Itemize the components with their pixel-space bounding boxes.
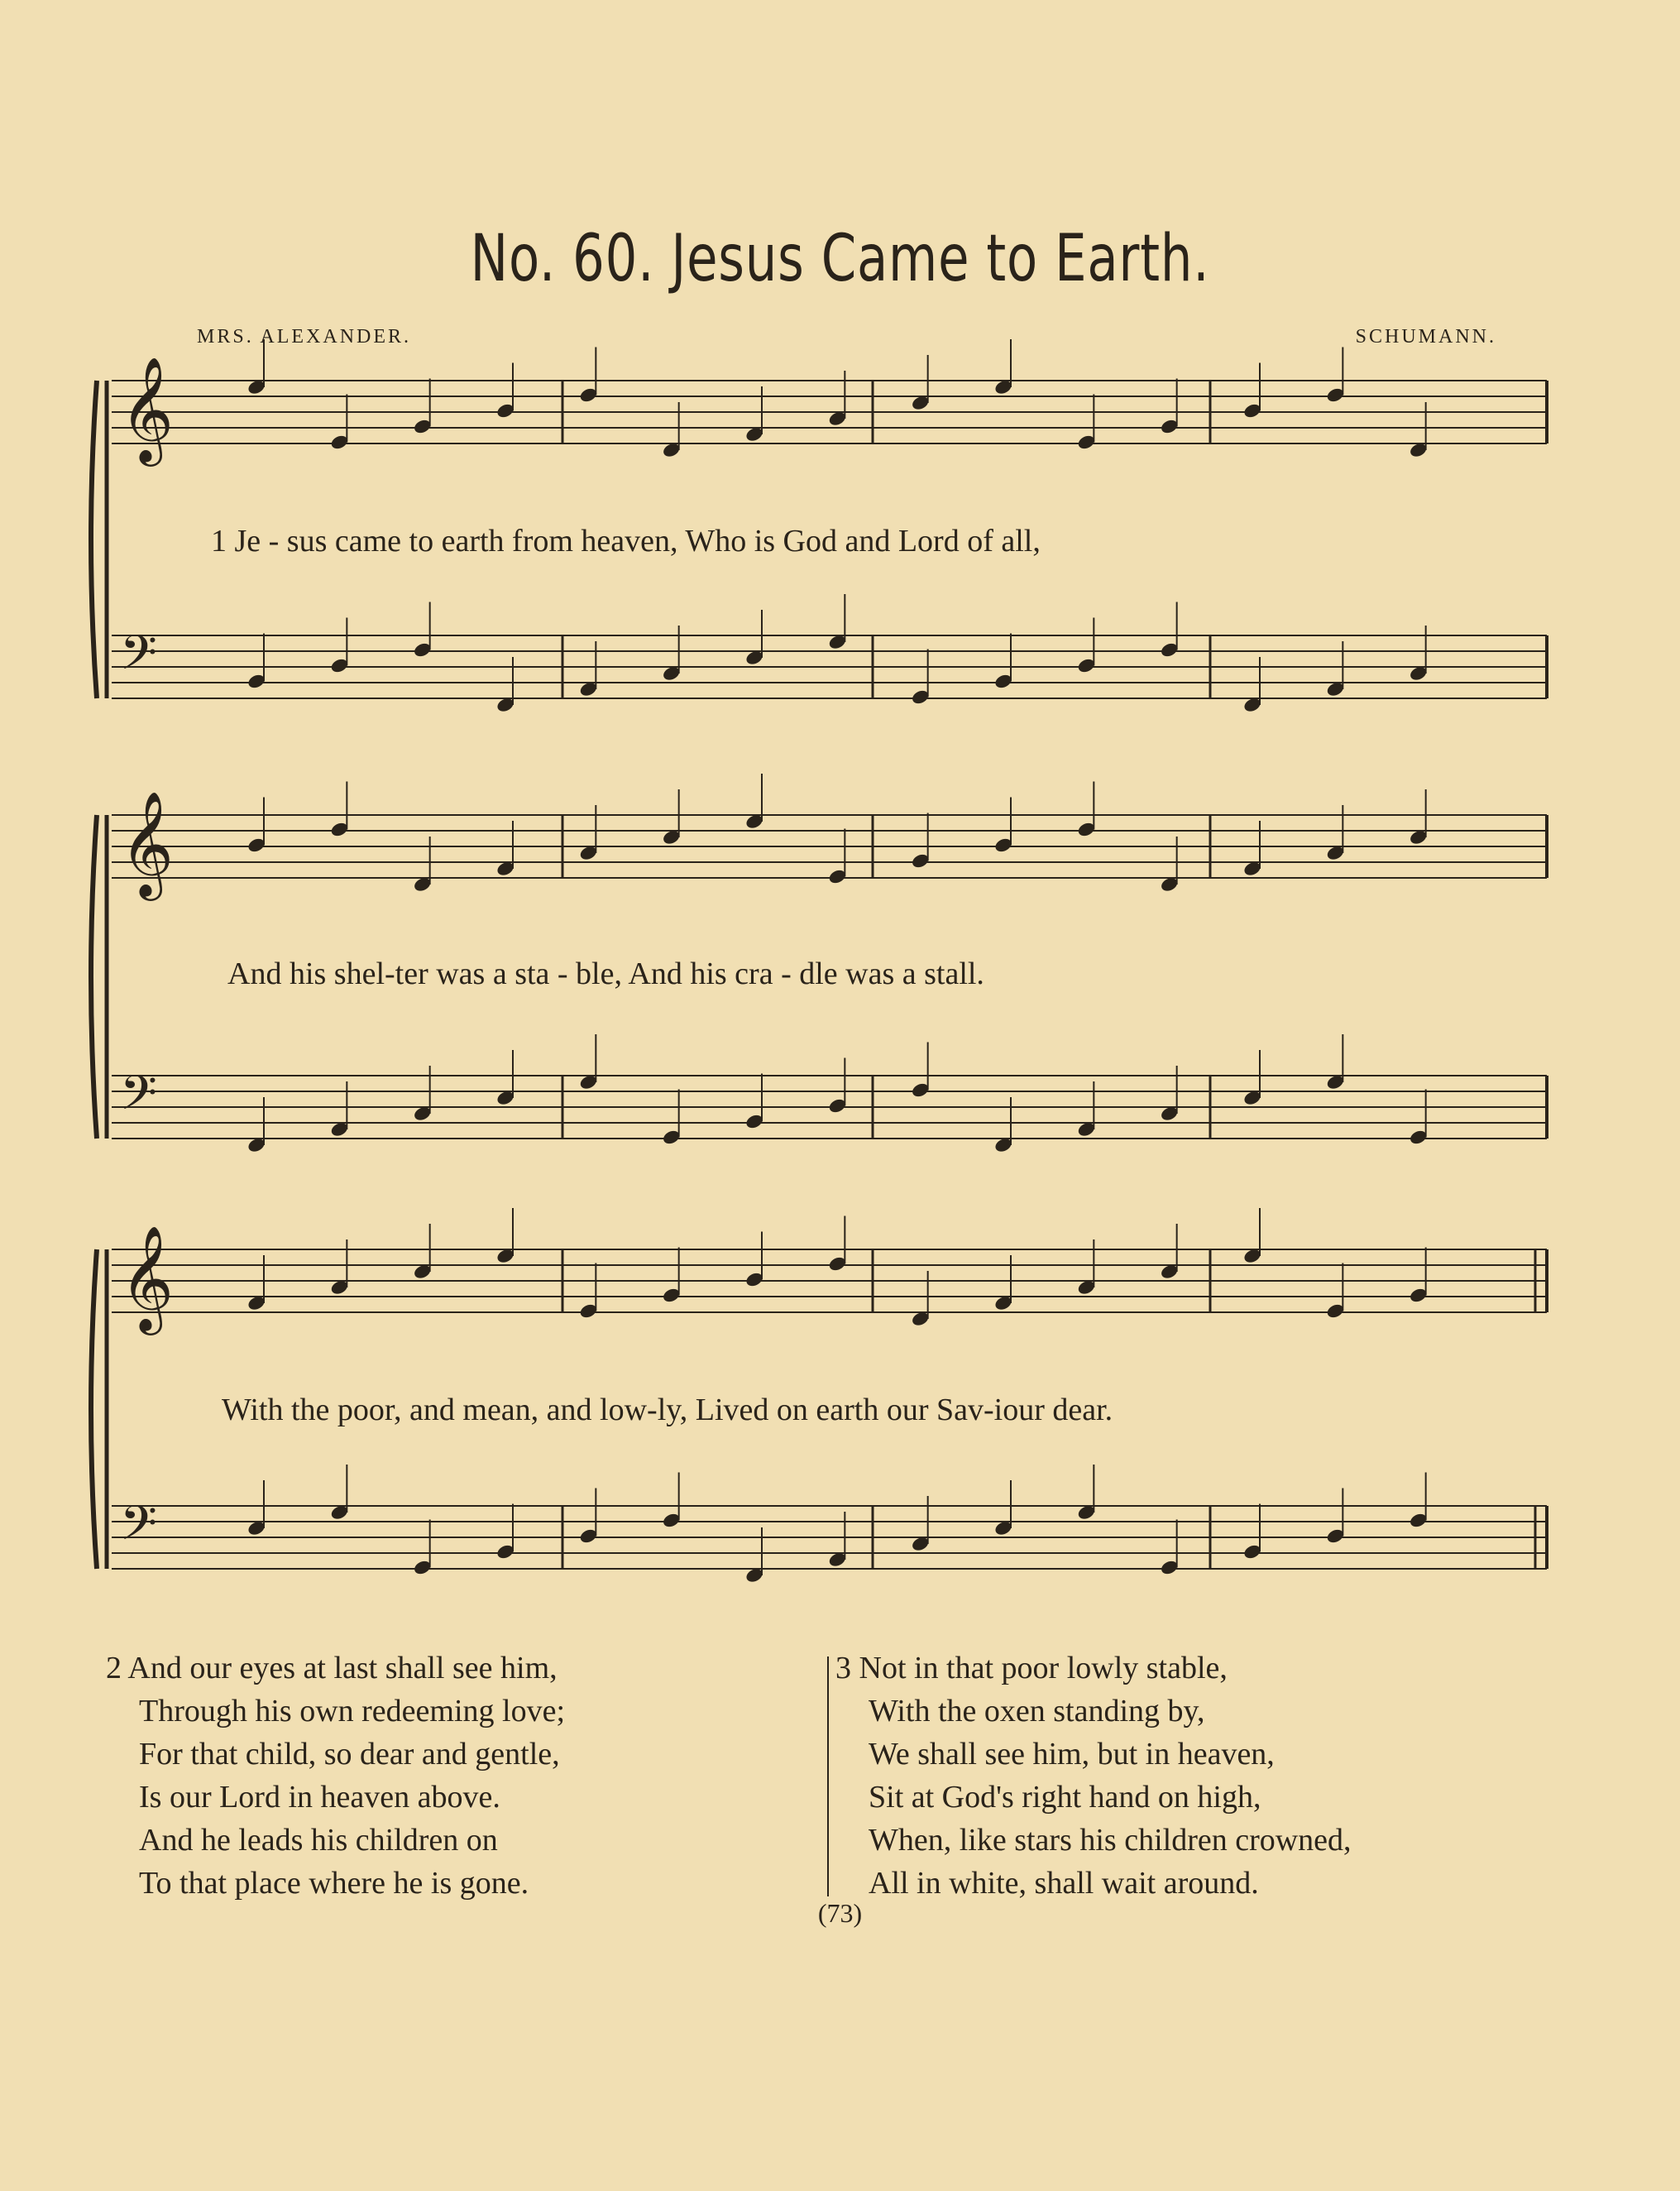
verse-line: All in white, shall wait around. xyxy=(869,1866,1259,1901)
hymn-title: No. 60. Jesus Came to Earth. xyxy=(470,222,1210,296)
verse-line: Is our Lord in heaven above. xyxy=(139,1780,500,1815)
verse-line: 3 Not in that poor lowly stable, xyxy=(835,1651,1228,1685)
verse-line: For that child, so dear and gentle, xyxy=(139,1737,560,1771)
verse-3 xyxy=(835,1647,1352,1905)
treble-clef-icon: 𝄞 xyxy=(120,356,175,462)
verse-line: We shall see him, but in heaven, xyxy=(869,1737,1275,1771)
author-credit: MRS. ALEXANDER. xyxy=(197,326,412,348)
verse-line: 2 And our eyes at last shall see him, xyxy=(106,1651,558,1685)
page-number: (73) xyxy=(817,1898,863,1928)
treble-clef-icon: 𝄞 xyxy=(120,790,175,896)
lyric-line-3: With the poor, and mean, and low-ly, Lived on earth our Sav-iour dear. xyxy=(222,1393,1113,1427)
verse-divider xyxy=(827,1656,829,1896)
bass-clef-icon: 𝄢 xyxy=(120,625,158,693)
verse-number: 3 xyxy=(835,1651,851,1685)
lyric-line-2: And his shel-ter was a sta - ble, And his cra - dle was a stall. xyxy=(227,956,984,991)
composer-credit: SCHUMANN. xyxy=(1355,326,1496,348)
verse-line: With the oxen standing by, xyxy=(869,1694,1205,1728)
verse-line: And he leads his children on xyxy=(139,1823,498,1858)
verse-line: To that place where he is gone. xyxy=(139,1866,529,1901)
verse-line: Through his own redeeming love; xyxy=(139,1694,566,1728)
bass-clef-icon: 𝄢 xyxy=(120,1495,158,1563)
verse-number: 2 xyxy=(106,1651,122,1685)
verse-line: When, like stars his children crowned, xyxy=(869,1823,1352,1858)
bass-clef-icon: 𝄢 xyxy=(120,1065,158,1133)
treble-clef-icon: 𝄞 xyxy=(120,1225,175,1330)
verse-line: Sit at God's right hand on high, xyxy=(869,1780,1261,1815)
lyric-line-1: 1 Je - sus came to earth from heaven, Who is God and Lord of all, xyxy=(211,524,1041,559)
verse-2 xyxy=(106,1647,565,1905)
